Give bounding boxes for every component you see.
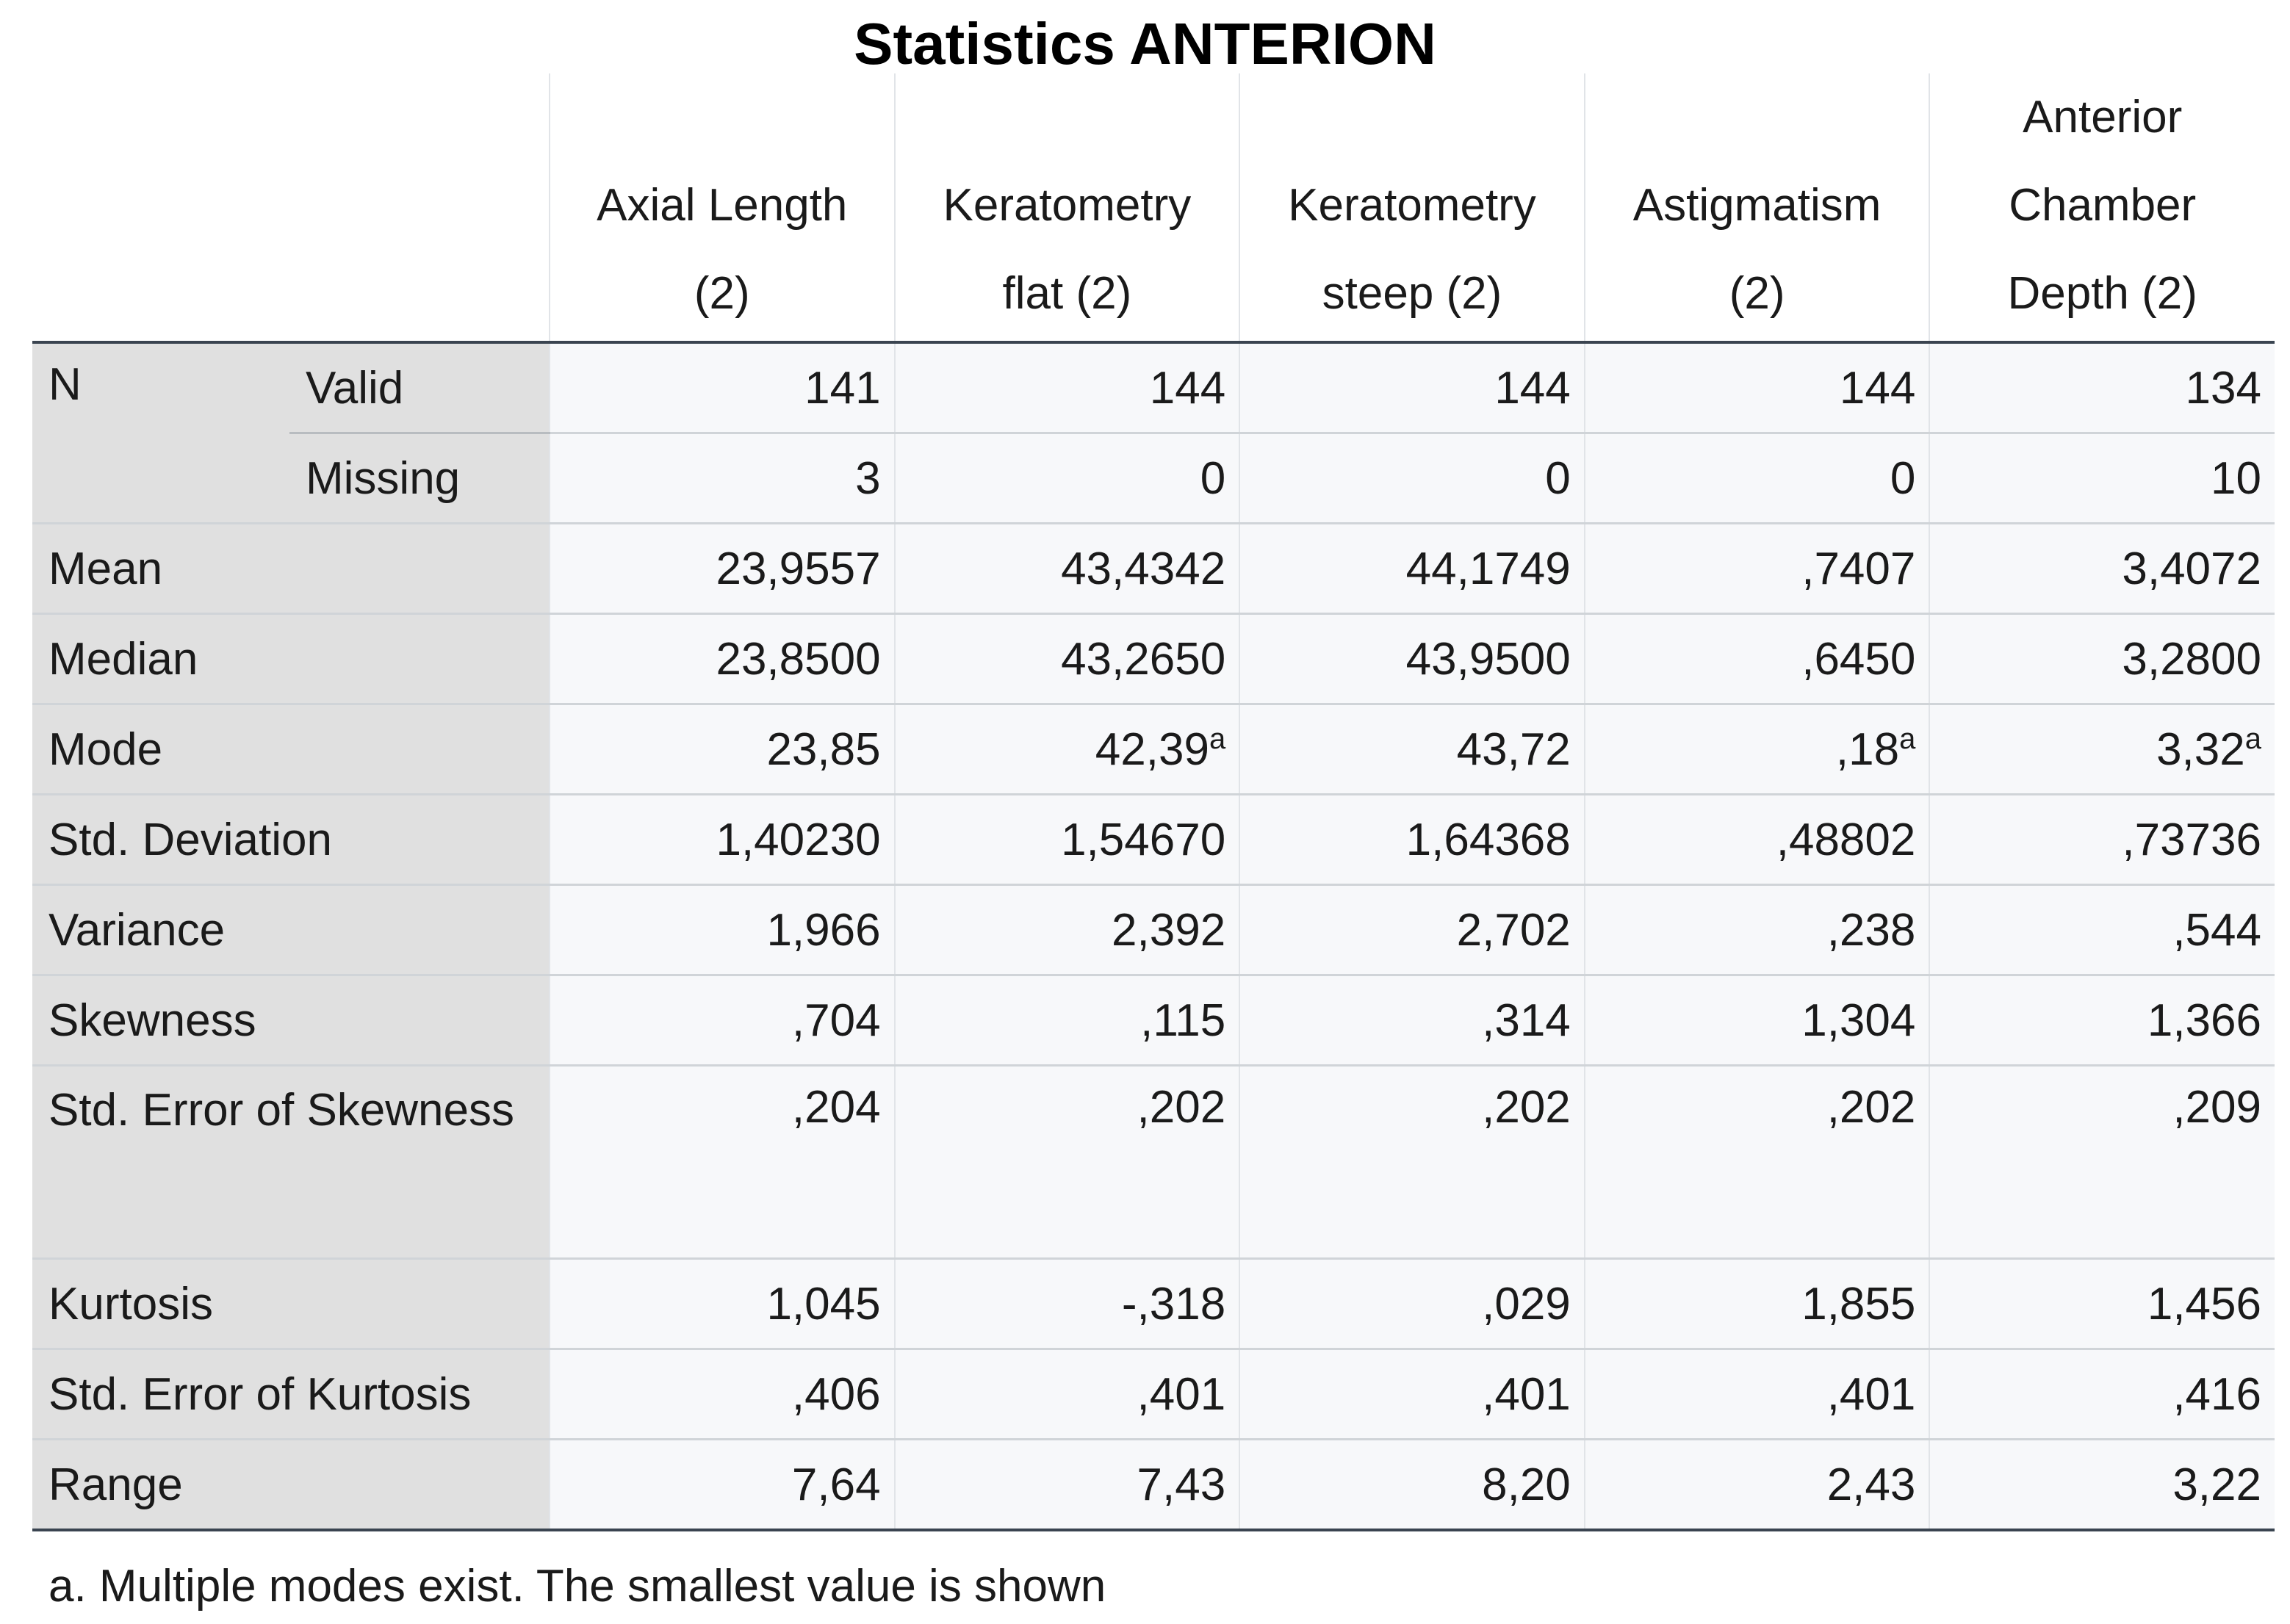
- row-label: Median: [32, 614, 550, 704]
- table-cell: ,416: [1929, 1349, 2275, 1440]
- table-cell: 0: [1239, 433, 1585, 524]
- column-header-line: Depth (2): [2007, 268, 2197, 319]
- table-cell: 3,4072: [1929, 524, 2275, 614]
- row-label: Mean: [32, 524, 550, 614]
- table-cell: 43,9500: [1239, 614, 1585, 704]
- table-cell: 1,64368: [1239, 795, 1585, 885]
- table-cell: 1,54670: [895, 795, 1240, 885]
- table-cell: 2,702: [1239, 885, 1585, 975]
- table-row: [32, 1349, 2275, 1440]
- footnote-marker: a: [1209, 722, 1226, 755]
- column-header-line: Anterior: [2023, 92, 2183, 142]
- column-header-line: Astigmatism: [1632, 180, 1882, 231]
- table-cell: [895, 704, 1240, 795]
- table-cell: ,209: [1929, 1066, 2275, 1259]
- table-footnote: a. Multiple modes exist. The smallest value is shown: [48, 1561, 1106, 1612]
- header-blank: [32, 73, 289, 342]
- table-cell: 23,8500: [550, 614, 895, 704]
- column-header-line: (2): [1729, 268, 1785, 319]
- table-cell: ,204: [550, 1066, 895, 1259]
- table-cell: 1,045: [550, 1259, 895, 1349]
- table-cell: ,238: [1585, 885, 1930, 975]
- column-header: [1929, 73, 2275, 342]
- table-cell: 1,40230: [550, 795, 895, 885]
- table-cell: 43,2650: [895, 614, 1240, 704]
- row-group-label: N: [32, 342, 289, 524]
- table-row: [32, 1066, 2275, 1259]
- column-header-line: steep (2): [1322, 268, 1502, 319]
- row-label: Range: [32, 1440, 550, 1531]
- header-blank: [289, 73, 550, 342]
- table-cell: [1239, 704, 1585, 795]
- table-cell: ,401: [1585, 1349, 1930, 1440]
- table-cell: 2,43: [1585, 1440, 1930, 1531]
- table-row: [32, 1259, 2275, 1349]
- table-cell: 1,304: [1585, 975, 1930, 1066]
- column-header-line: (2): [694, 268, 750, 319]
- row-sublabel: Valid: [289, 342, 550, 433]
- column-header-line: Keratometry: [1288, 180, 1536, 231]
- table-cell: ,202: [1239, 1066, 1585, 1259]
- table-cell: 134: [1929, 342, 2275, 433]
- column-header: [1239, 73, 1585, 342]
- table-cell: 0: [1585, 433, 1930, 524]
- column-header-line: Keratometry: [943, 180, 1192, 231]
- column-header: [1585, 73, 1930, 342]
- cell-value: 3,32: [2156, 723, 2245, 775]
- table-cell: ,115: [895, 975, 1240, 1066]
- table-cell: [1929, 704, 2275, 795]
- table-cell: [1585, 704, 1930, 795]
- statistics-table: [32, 73, 2275, 1531]
- row-label: Std. Error of Skewness: [32, 1066, 550, 1259]
- footnote-marker: a: [1899, 722, 1916, 755]
- header-row: [32, 73, 2275, 342]
- table-cell: ,48802: [1585, 795, 1930, 885]
- table-row: [32, 795, 2275, 885]
- table-cell: ,029: [1239, 1259, 1585, 1349]
- column-header-line: Chamber: [2009, 180, 2197, 231]
- table-cell: 10: [1929, 433, 2275, 524]
- table-cell: 3,2800: [1929, 614, 2275, 704]
- row-label: Std. Error of Kurtosis: [32, 1349, 550, 1440]
- table-cell: ,314: [1239, 975, 1585, 1066]
- table-cell: ,401: [895, 1349, 1240, 1440]
- table-row: [32, 975, 2275, 1066]
- row-label: Std. Deviation: [32, 795, 550, 885]
- cell-value: ,18: [1835, 723, 1900, 775]
- table-cell: 1,966: [550, 885, 895, 975]
- cell-value: 42,39: [1095, 723, 1209, 775]
- row-label: Skewness: [32, 975, 550, 1066]
- table-cell: 1,855: [1585, 1259, 1930, 1349]
- table-row: [32, 1440, 2275, 1531]
- table-cell: ,704: [550, 975, 895, 1066]
- table-row: [32, 704, 2275, 795]
- table-cell: 3: [550, 433, 895, 524]
- table-title: Statistics ANTERION: [854, 11, 1436, 76]
- table-row: [32, 342, 2275, 433]
- table-cell: 144: [1585, 342, 1930, 433]
- table-cell: -,318: [895, 1259, 1240, 1349]
- table-cell: 7,64: [550, 1440, 895, 1531]
- cell-value: 43,72: [1456, 723, 1571, 775]
- table-cell: ,202: [895, 1066, 1240, 1259]
- table-cell: 144: [895, 342, 1240, 433]
- table-row: [32, 433, 2275, 524]
- table-cell: 23,9557: [550, 524, 895, 614]
- cell-value: 23,85: [766, 723, 881, 775]
- table-cell: ,202: [1585, 1066, 1930, 1259]
- column-header: [550, 73, 895, 342]
- table-cell: 3,22: [1929, 1440, 2275, 1531]
- table-cell: 144: [1239, 342, 1585, 433]
- table-cell: [550, 704, 895, 795]
- table-cell: 7,43: [895, 1440, 1240, 1531]
- table-cell: 1,366: [1929, 975, 2275, 1066]
- table-cell: ,73736: [1929, 795, 2275, 885]
- table-cell: ,406: [550, 1349, 895, 1440]
- table-cell: ,7407: [1585, 524, 1930, 614]
- column-header-line: flat (2): [1002, 268, 1132, 319]
- table-cell: 43,4342: [895, 524, 1240, 614]
- table-row: [32, 614, 2275, 704]
- table-cell: ,544: [1929, 885, 2275, 975]
- table-cell: ,6450: [1585, 614, 1930, 704]
- table-cell: 141: [550, 342, 895, 433]
- row-label: Variance: [32, 885, 550, 975]
- table-cell: 8,20: [1239, 1440, 1585, 1531]
- table-cell: ,401: [1239, 1349, 1585, 1440]
- row-sublabel: Missing: [289, 433, 550, 524]
- table-row: [32, 524, 2275, 614]
- table-cell: 0: [895, 433, 1240, 524]
- footnote-marker: a: [2244, 722, 2261, 755]
- table-row: [32, 885, 2275, 975]
- table-cell: 44,1749: [1239, 524, 1585, 614]
- column-header: [895, 73, 1240, 342]
- row-label: Kurtosis: [32, 1259, 550, 1349]
- table-cell: 1,456: [1929, 1259, 2275, 1349]
- table-cell: 2,392: [895, 885, 1240, 975]
- column-header-line: Axial Length: [597, 180, 848, 231]
- row-label: Mode: [32, 704, 550, 795]
